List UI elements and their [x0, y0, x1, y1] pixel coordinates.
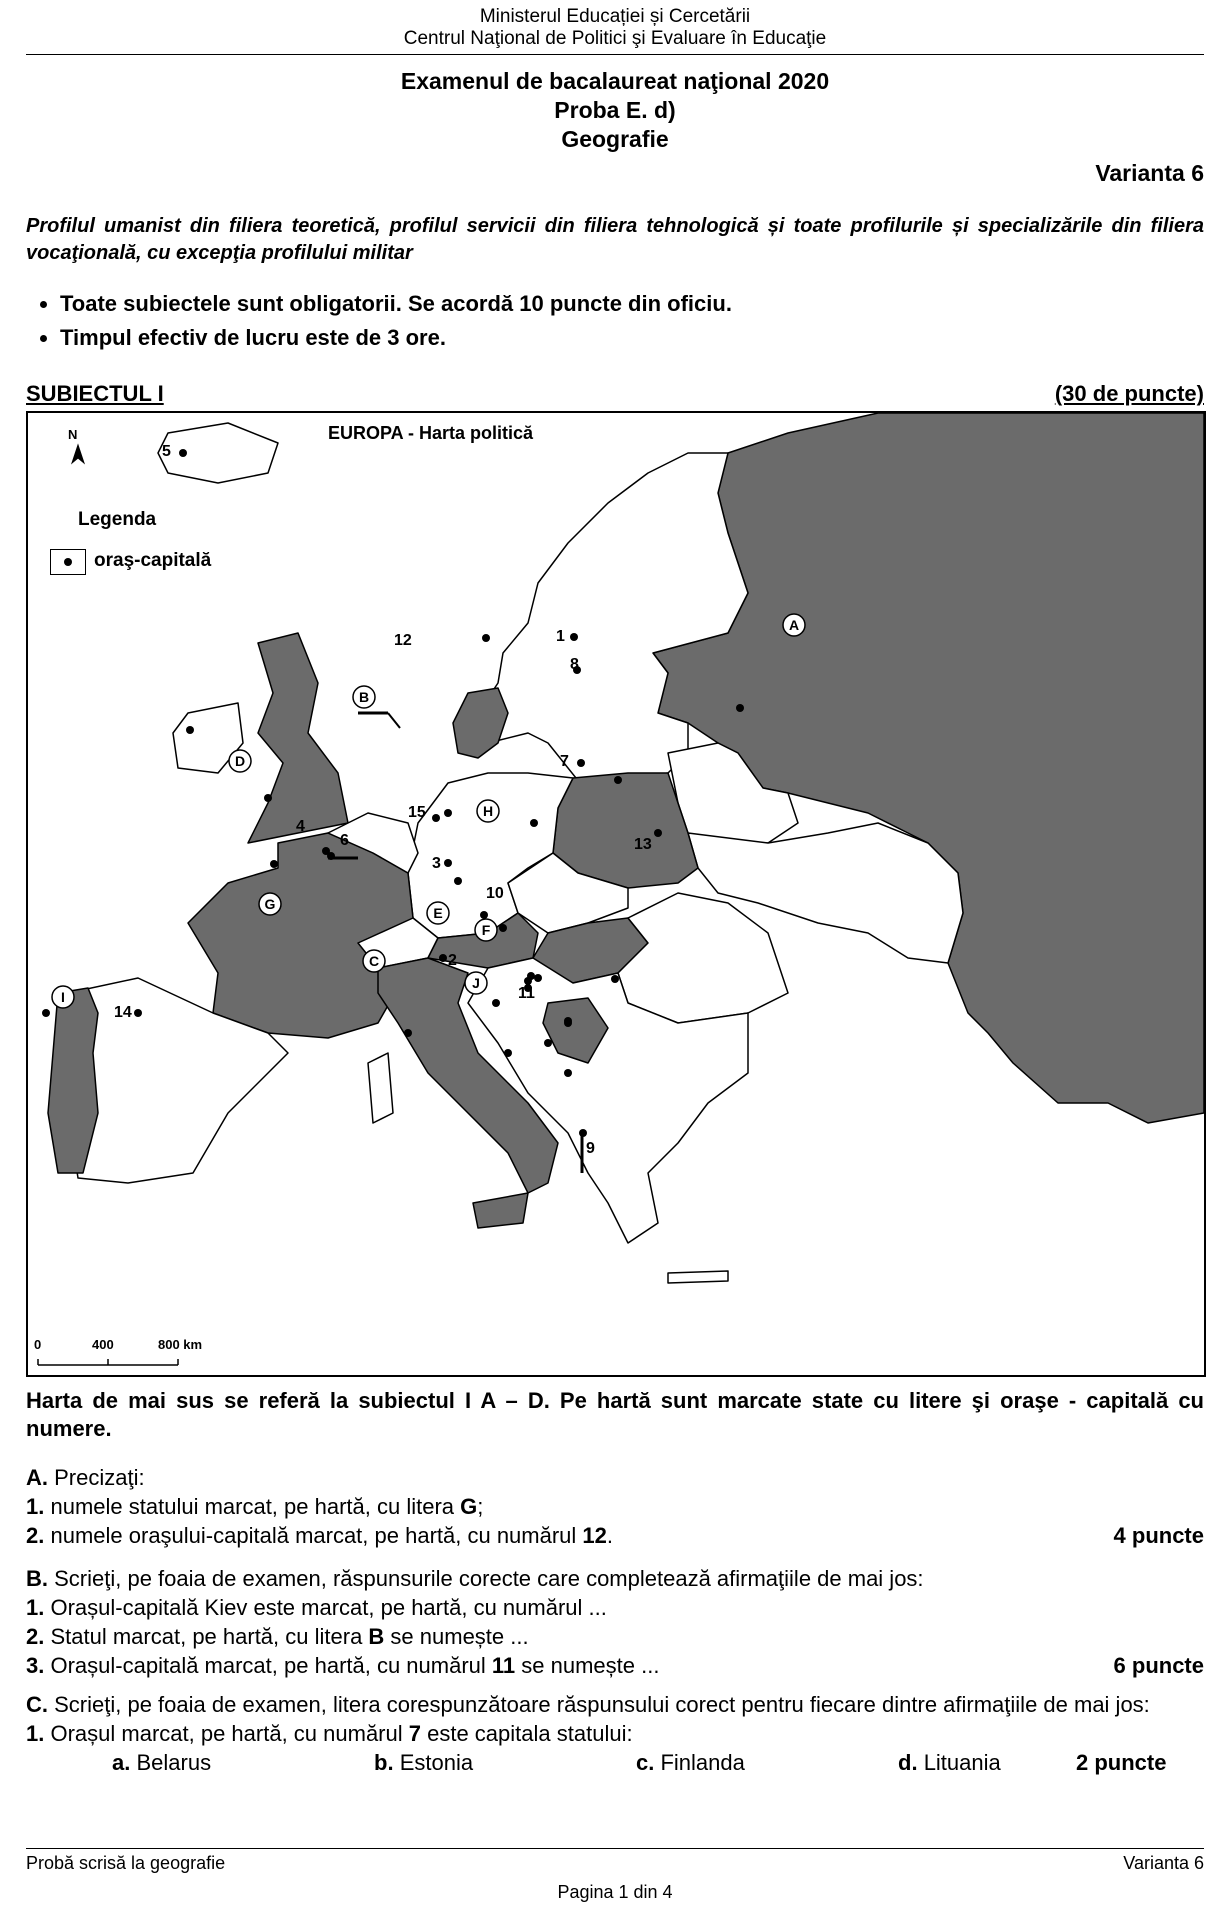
item-number: 1.: [26, 1595, 45, 1620]
capital-number: 11: [518, 985, 535, 1002]
option-text: Lituania: [923, 1750, 1001, 1775]
land-sardinia: [368, 1053, 393, 1123]
item-bold: B: [368, 1624, 385, 1649]
state-portugal: [48, 988, 98, 1173]
land-romania: [618, 893, 788, 1023]
exam-profile: Profilul umanist din filiera teoretică, profilul servicii din filiera tehnologică și toate profilurile și specializările din filiera vocaţională, cu excepţia profilului militar: [26, 215, 1204, 264]
land-scandinavia: [478, 453, 748, 793]
item-text: Statul marcat, pe hartă, cu litera: [50, 1624, 369, 1649]
capital-number: 13: [634, 836, 652, 853]
center-name: Centrul Naţional de Politici şi Evaluare în Educaţie: [403, 28, 827, 49]
item-number: 2.: [26, 1624, 45, 1649]
question-label: A.: [26, 1465, 48, 1490]
question-label: B.: [26, 1566, 48, 1591]
state-uk: [248, 633, 348, 843]
europe-map: [26, 411, 1206, 1377]
land-iceland: [158, 423, 278, 483]
answer-option: [898, 1748, 1076, 1777]
capital-number: 6: [340, 832, 349, 849]
option-letter: a.: [112, 1750, 131, 1775]
item-bold: 12: [582, 1523, 607, 1548]
legend-label: oraş-capitală: [94, 550, 212, 571]
capital-number: 7: [560, 753, 569, 770]
rule-item: • Timpul efectiv de lucru este de 3 ore.: [60, 321, 1204, 355]
option-text: Finlanda: [660, 1750, 745, 1775]
legend-title: Legenda: [78, 509, 157, 530]
question-points: 4 puncte: [1113, 1523, 1204, 1548]
capital-number: 4: [296, 818, 305, 835]
option-letter: d.: [898, 1750, 918, 1775]
ministry-name: Ministerul Educației și Cercetării: [479, 6, 751, 27]
state-letter: I: [61, 989, 65, 1005]
exam-proba: Proba E. d): [554, 97, 676, 123]
land-sicily: [473, 1193, 528, 1228]
option-letter: b.: [374, 1750, 394, 1775]
item-text: Orașul-capitală marcat, pe hartă, cu numărul: [50, 1653, 492, 1678]
land-crete: [668, 1271, 728, 1283]
state-letter: H: [482, 803, 494, 819]
option-text: Estonia: [399, 1750, 474, 1775]
header-rule: [26, 54, 1204, 55]
state-denmark: [453, 688, 508, 758]
scale-label: 800 km: [158, 1337, 203, 1352]
item-text: numele oraşului-capitală marcat, pe hartă, cu numărul: [50, 1523, 583, 1548]
state-letter: B: [358, 689, 370, 705]
item-text: numele statului marcat, pe hartă, cu litera: [50, 1494, 461, 1519]
capital-number: 14: [114, 1004, 132, 1021]
state-letter: A: [788, 617, 800, 633]
item-text: Orașul marcat, pe hartă, cu numărul: [50, 1721, 409, 1746]
exam-page: [26, 0, 1204, 1928]
item-number: 1.: [26, 1494, 45, 1519]
question-intro: Scrieţi, pe foaia de examen, litera corespunzătoare răspunsului corect pentru fiecare dintre afirmaţiile de mai jos:: [54, 1692, 1150, 1717]
capital-number: 15: [408, 804, 426, 821]
section-header: [26, 381, 1204, 407]
item-bold: 7: [408, 1721, 421, 1746]
exam-title: Examenul de bacalaureat naţional 2020: [400, 68, 830, 94]
item-text: se numește ...: [515, 1653, 660, 1678]
item-bold: 11: [491, 1653, 516, 1678]
item-number: 1.: [26, 1721, 45, 1746]
question-intro: Precizaţi:: [54, 1465, 145, 1490]
item-number: 2.: [26, 1523, 45, 1548]
capital-number: 3: [432, 855, 441, 872]
answer-option: [374, 1748, 636, 1777]
question-points: 6 puncte: [1113, 1653, 1204, 1678]
question-b: [26, 1564, 1204, 1680]
north-arrow-icon: [72, 445, 84, 463]
footer-left: Probă scrisă la geografie: [26, 1853, 226, 1873]
capital-number: 1: [556, 628, 565, 645]
state-letter: J: [472, 975, 480, 991]
section-points: (30 de puncte): [1054, 381, 1204, 406]
item-text: se numește ...: [384, 1624, 529, 1649]
capital-number: 2: [448, 952, 457, 969]
footer-right: Varianta 6: [1123, 1853, 1204, 1873]
option-text: Belarus: [136, 1750, 212, 1775]
scale-bar: [38, 1359, 178, 1365]
map-note: Harta de mai sus se referă la subiectul I A – D. Pe hartă sunt marcate state cu litere şi oraşe - capitală cu numere.: [26, 1388, 1204, 1441]
capital-number: 5: [162, 443, 171, 460]
question-points: 2 puncte: [1076, 1750, 1167, 1775]
item-text: Orașul-capitală Kiev este marcat, pe hartă, cu numărul ...: [50, 1595, 607, 1620]
state-letter: D: [234, 753, 246, 769]
north-label: N: [68, 427, 78, 442]
page-number: Pagina 1 din 4: [557, 1882, 673, 1902]
exam-subject: Geografie: [561, 126, 669, 152]
exam-variant: Varianta 6: [1095, 160, 1204, 186]
capital-number: 12: [394, 632, 412, 649]
question-c: [26, 1690, 1204, 1748]
capital-number: 9: [586, 1140, 595, 1157]
section-title: SUBIECTUL I: [26, 381, 164, 406]
state-letter: G: [264, 896, 276, 912]
item-text: este capitala statului:: [421, 1721, 633, 1746]
legend-symbol: [50, 549, 86, 575]
answer-option: [636, 1748, 898, 1777]
question-label: C.: [26, 1692, 48, 1717]
exam-rules: [26, 287, 1204, 355]
answer-options: [26, 1748, 1204, 1777]
item-bold: G: [460, 1494, 478, 1519]
capital-number: 8: [570, 656, 579, 673]
scale-label: 0: [34, 1337, 42, 1352]
state-letter: C: [368, 953, 380, 969]
page-footer: [26, 1848, 1204, 1903]
item-text: ;: [477, 1494, 484, 1519]
scale-label: 400: [92, 1337, 114, 1352]
question-intro: Scrieţi, pe foaia de examen, răspunsurile corecte care completează afirmaţiile de mai jos:: [54, 1566, 924, 1591]
map-title: EUROPA - Harta politică: [328, 423, 534, 443]
answer-option: [112, 1748, 374, 1777]
question-a: [26, 1463, 1204, 1550]
option-letter: c.: [636, 1750, 655, 1775]
state-letter: F: [481, 922, 491, 938]
state-letter: E: [433, 905, 443, 921]
capital-number: 10: [486, 885, 504, 902]
capital-dot-icon: [64, 558, 72, 566]
item-number: 3.: [26, 1653, 45, 1678]
rule-item: • Toate subiectele sunt obligatorii. Se acordă 10 puncte din oficiu.: [60, 287, 1204, 321]
item-text: .: [606, 1523, 614, 1548]
